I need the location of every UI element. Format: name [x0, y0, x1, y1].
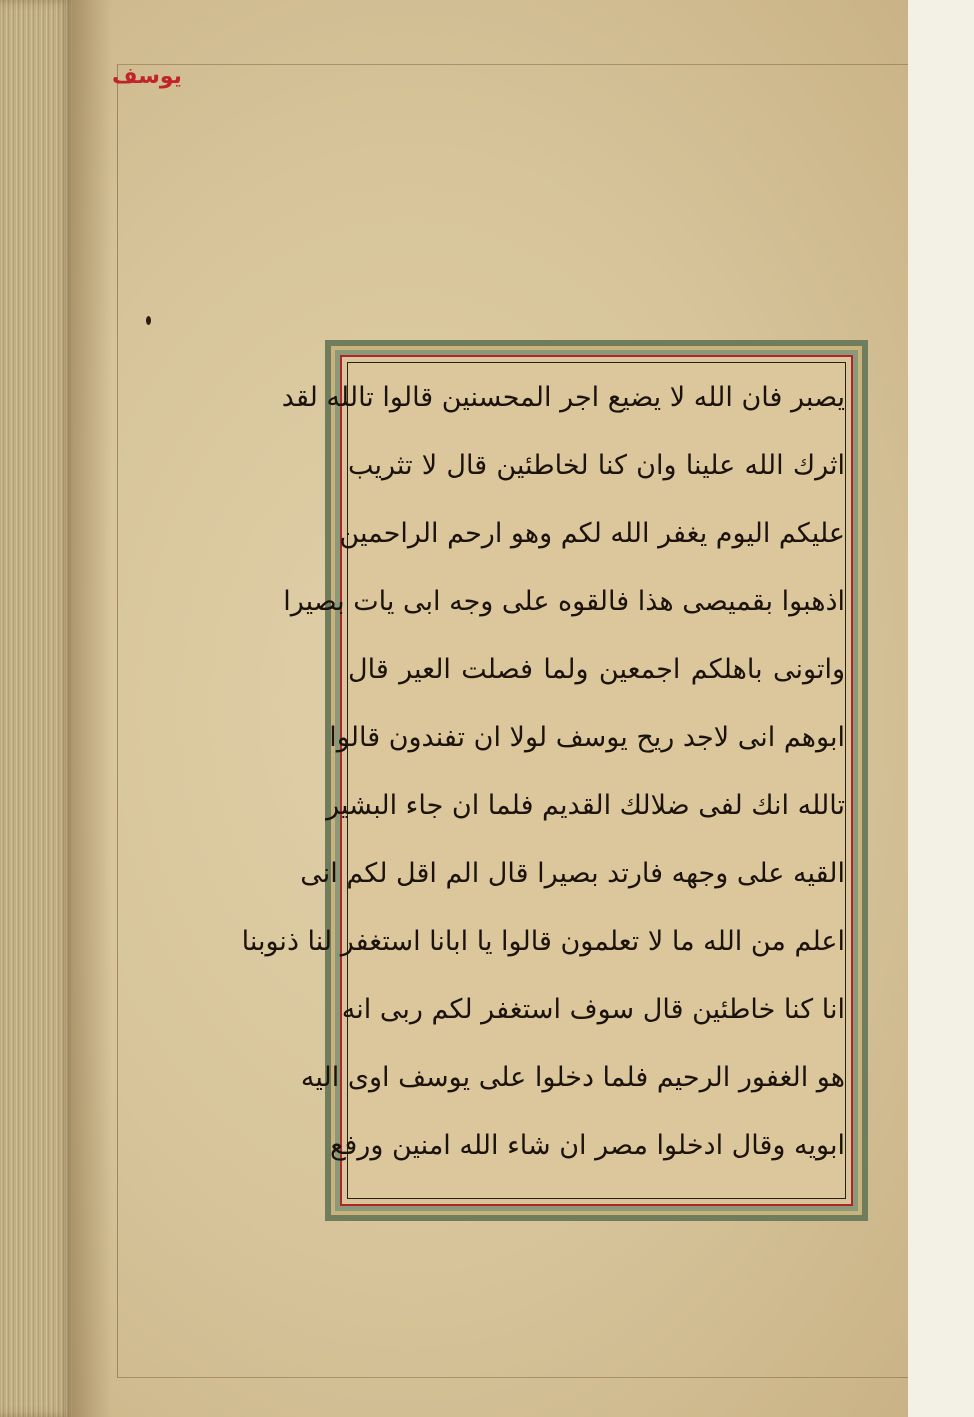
gutter-shadow [72, 0, 112, 1417]
text-line: هو الغفور الرحیم فلما دخلوا علی یوسف اوی الیه [300, 1062, 845, 1093]
text-line: علیكم الیوم یغفر الله لكم وهو ارحم الراحمین [339, 518, 845, 549]
text-line: اثرك الله علینا وان كنا لخاطئین قال لا تثریب [348, 450, 845, 481]
right-margin [908, 0, 974, 1417]
text-line: اذهبوا بقمیصی هذا فالقوه علی وجه ابی یات بصیرا [283, 586, 845, 617]
text-block [241, 364, 863, 1184]
page-edges [0, 0, 72, 1417]
text-line: ابوهم انی لاجد ریح یوسف لولا ان تفندون قالوا [329, 722, 845, 753]
text-line: ابویه وقال ادخلوا مصر ان شاء الله امنین ورفع [330, 1130, 845, 1161]
text-line: القیه علی وجهه فارتد بصیرا قال الم اقل لكم انی [300, 858, 845, 889]
text-line: اعلم من الله ما لا تعلمون قالوا یا ابانا استغفر لنا ذنوبنا [241, 926, 845, 957]
catchword: یوسف [112, 64, 182, 89]
text-line: واتونی باهلكم اجمعین ولما فصلت العیر قال [348, 654, 845, 685]
text-line: تالله انك لفی ضلالك القدیم فلما ان جاء البشیر [326, 790, 845, 821]
text-line: یصبر فان الله لا یضیع اجر المحسنین قالوا تالله لقد [281, 382, 845, 413]
text-line: انا كنا خاطئین قال سوف استغفر لكم ربی انه [341, 994, 845, 1025]
ink-spot [146, 316, 151, 325]
